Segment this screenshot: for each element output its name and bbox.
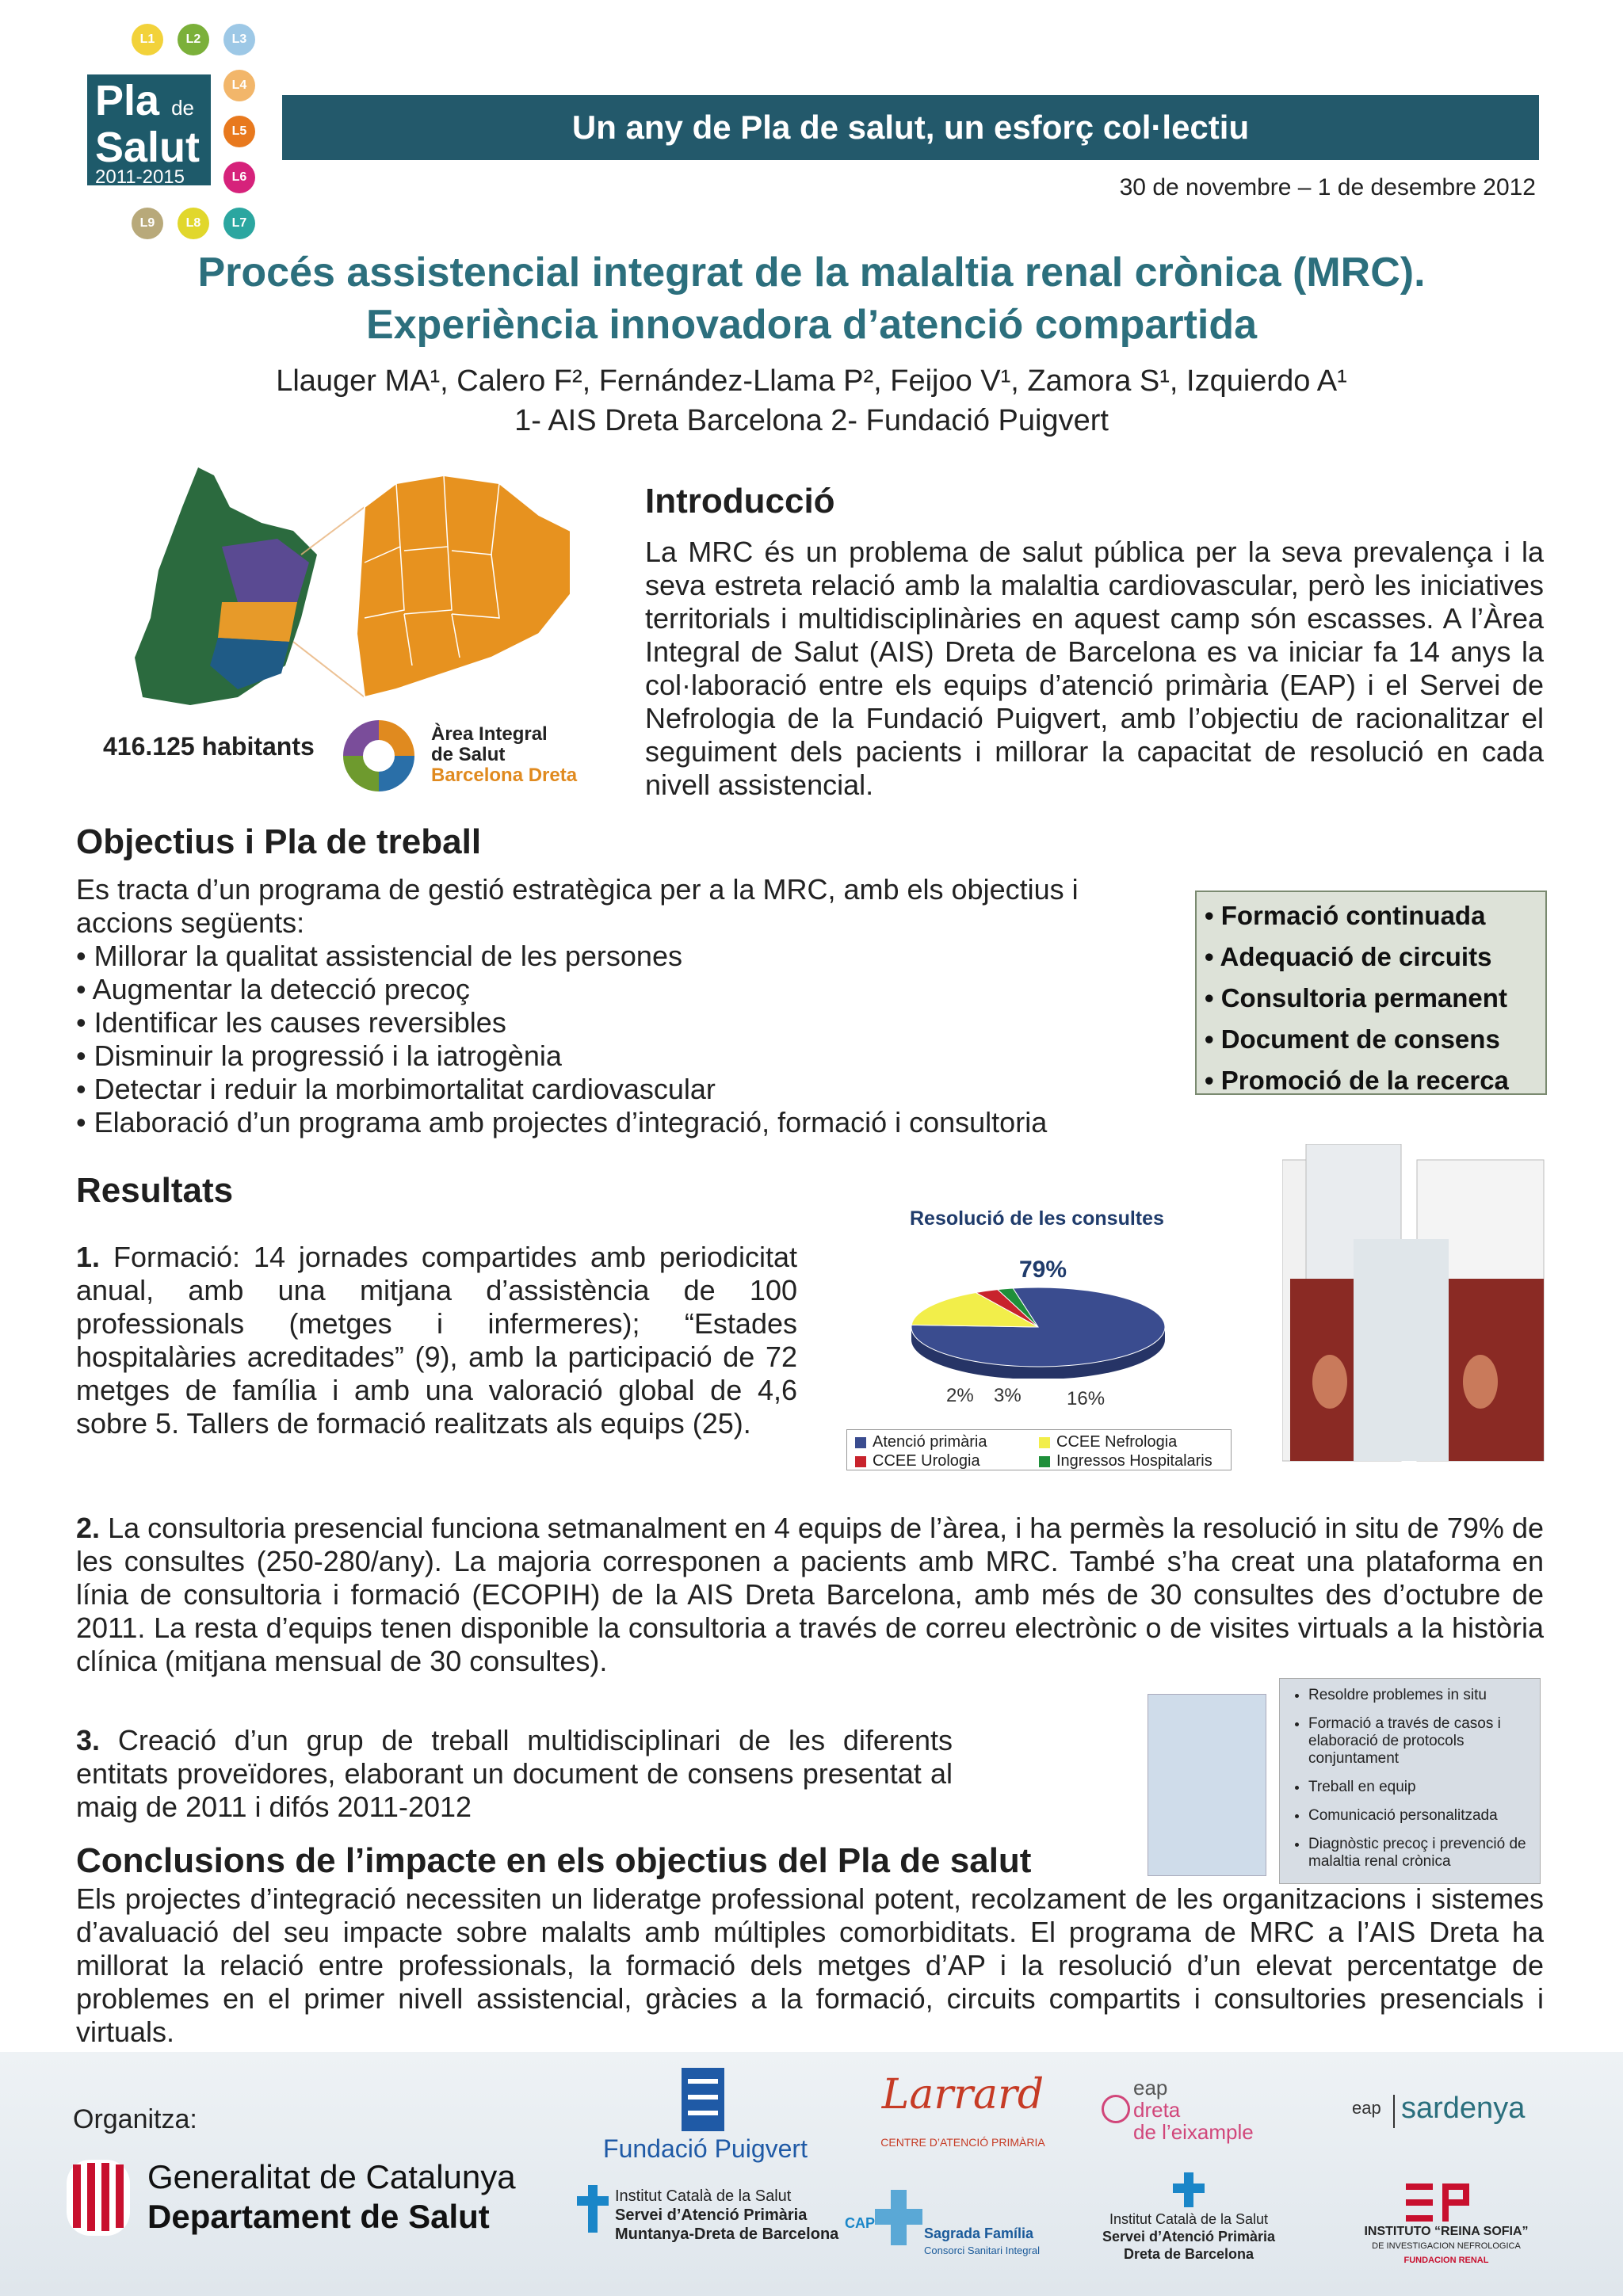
organitza-label: Organitza:	[73, 2104, 197, 2134]
ais-logo-icon	[339, 716, 418, 795]
gencat-department: Departament de Salut	[147, 2198, 490, 2235]
puigvert-logo-icon	[682, 2068, 724, 2131]
sardenya-divider	[1393, 2095, 1395, 2128]
legend-swatch	[1039, 1437, 1050, 1448]
legend-label: CCEE Nefrologia	[1056, 1433, 1178, 1451]
ics-cross-icon-2	[1173, 2172, 1205, 2207]
pie-chart	[903, 1283, 1173, 1379]
ics-muntanya-c: Muntanya-Dreta de Barcelona	[615, 2225, 839, 2243]
legend-label: Atenció primària	[873, 1433, 987, 1451]
results-p2	[76, 1512, 1544, 1678]
ics-dreta-b: Servei d’Atenció Primària	[1102, 2229, 1276, 2245]
larrard-logo: Larrard	[881, 2071, 1044, 2119]
eap-dreta-a: eap	[1133, 2076, 1168, 2100]
population-label: 416.125 habitants	[103, 732, 315, 761]
poster-title-line1: Procés assistencial integrat de la malaltia renal crònica (MRC).	[197, 250, 1426, 296]
eap-dreta-logo-icon	[1102, 2095, 1130, 2123]
legend-swatch	[855, 1456, 866, 1467]
dreta-zoomed-shape	[357, 475, 571, 697]
puigvert-name: Fundació Puigvert	[603, 2134, 808, 2163]
objectives-intro: Es tracta d’un programa de gestió estratègica per a la MRC, amb els objectius i accions següents:	[76, 873, 1079, 939]
intro-text: La MRC és un problema de salut pública per la seva prevalença i la seva estreta relació amb la malaltia cardiovascular, però les iniciatives territorials i multidisciplinàries en aquest camp són escasses. A l’Àrea Integral de Salut (AIS) Dreta de Barcelona es va iniciar fa 14 anys la col·laboració entre els equips d’atenció primària (EAP) i el Servei de Nefrologia de la Fundació Puigvert, amb l’objectiu de racionalitzar el seguiment dels pacients i millorar la capacitat de resolució en cada nivell assistencial.	[645, 536, 1544, 801]
logo-salut: Salut	[95, 124, 200, 171]
benefit-item: • Resoldre problemes in situ	[1308, 1687, 1529, 1704]
logo-pla: Pla	[95, 77, 160, 124]
logo-dot-l2: L2	[178, 24, 209, 55]
gencat-name: Generalitat de Catalunya	[147, 2158, 516, 2195]
ais-logo-text	[431, 724, 577, 786]
chart-legend	[846, 1429, 1232, 1470]
affiliations: 1- AIS Dreta Barcelona 2- Fundació Puigvert	[514, 404, 1109, 437]
eap-dreta-c: de l’eixample	[1133, 2120, 1254, 2144]
benefit-item: • Diagnòstic precoç i prevenció de malaltia renal crònica	[1308, 1836, 1529, 1871]
results-p1	[76, 1241, 797, 1440]
conference-date: 30 de novembre – 1 de desembre 2012	[1119, 174, 1536, 200]
cap-label: CAP	[845, 2215, 876, 2231]
pie-label-0: 79%	[1019, 1257, 1067, 1283]
logo-dot-l7: L7	[223, 208, 255, 239]
sardenya-name: sardenya	[1401, 2092, 1526, 2125]
benefit-item: • Formació a través de casos i elaboració de protocols conjuntament	[1308, 1715, 1529, 1768]
action-item: • Consultoria permanent	[1205, 983, 1507, 1013]
objectives-heading: Objectius i Pla de treball	[76, 822, 482, 861]
consensus-document-image	[1148, 1694, 1266, 1876]
reina-sofia-a: INSTITUTO “REINA SOFIA”	[1364, 2225, 1529, 2238]
legend-label: Ingressos Hospitalaris	[1056, 1452, 1212, 1470]
ais-line1: Àrea Integral	[431, 723, 548, 745]
legend-item-2	[855, 1452, 980, 1470]
benefit-item: • Treball en equip	[1308, 1779, 1529, 1796]
district-orange	[218, 602, 297, 642]
results-p3-text: Creació d’un grup de treball multidisciplinari de les diferents entitats proveïdores, elaborant un document de consens presentat al maig de 2011 i difós 2011-2012	[76, 1724, 953, 1823]
conclusions-heading: Conclusions de l’impacte en els objectius del Pla de salut	[76, 1841, 1032, 1880]
results-p3-num: 3.	[76, 1724, 101, 1756]
legend-label: CCEE Urologia	[873, 1452, 980, 1470]
legend-swatch	[1039, 1456, 1050, 1467]
conclusions-text: Els projectes d’integració necessiten un lideratge professional potent, recolzament de les organitzacions i sistemes d’avaluació del seu impacte sobre malalts amb múltiples comorbiditats. El programa de MRC a l’AIS Dreta ha millorat la relació entre professionals, la formació dels metges d’AP i la resolució d’un elevat percentatge de problemes en el primer nivell assistencial, gràcies a la formació, circuits compartits i consultories presencials i virtuals.	[76, 1882, 1544, 2048]
logo-de: de	[171, 96, 194, 120]
actions-box	[1195, 891, 1547, 1095]
objective-item: • Elaboració d’un programa amb projectes d’integració, formació i consultoria	[76, 1106, 1048, 1138]
objective-item: • Detectar i reduir la morbimortalitat cardiovascular	[76, 1073, 716, 1105]
logo-box	[87, 74, 211, 188]
logo-dot-l6: L6	[223, 162, 255, 193]
conference-banner: Un any de Pla de salut, un esforç col·lectiu	[282, 95, 1539, 160]
ics-dreta-text	[1094, 2210, 1284, 2263]
results-p2-num: 2.	[76, 1512, 101, 1544]
ics-dreta-c: Dreta de Barcelona	[1123, 2246, 1254, 2262]
chart-title: Resolució de les consultes	[910, 1207, 1164, 1230]
results-p1-num: 1.	[76, 1241, 101, 1273]
logo-dot-l1: L1	[132, 24, 163, 55]
objectives-body	[76, 873, 1174, 1139]
sagrada-b: Consorci Sanitari Integral	[924, 2245, 1040, 2256]
logo-dot-l4: L4	[223, 70, 255, 101]
ics-muntanya-b: Servei d’Atenció Primària	[615, 2206, 808, 2224]
sagrada-familia-logo-icon	[875, 2190, 922, 2245]
results-p2-text: La consultoria presencial funciona setmanalment en 4 equips de l’àrea, i ha permès la resolució in situ de 79% de les consultes (250-280/any). La majoria corresponen a pacients amb MRC. També s’ha creat una plataforma en línia de consultoria i formació (ECOPIH) de la AIS Dreta Barcelona, amb més de 30 consultes des d’octubre de 2011. La resta d’equips tenen disponible la consultoria a través de correu electrònic o de visites virtuals a la història clínica (mitjana mensual de 30 consultes).	[76, 1512, 1544, 1677]
eap-dreta-b: dreta	[1133, 2098, 1181, 2122]
ics-dreta-a: Institut Català de la Salut	[1109, 2211, 1269, 2227]
pie-label-2: 3%	[994, 1385, 1022, 1406]
sardenya-eap: eap	[1352, 2098, 1381, 2118]
ics-muntanya-text	[615, 2187, 838, 2244]
generalitat-logo-icon	[67, 2160, 130, 2236]
sagrada-a: Sagrada Família	[924, 2225, 1034, 2241]
intro-heading: Introducció	[645, 482, 835, 521]
pie-label-1: 16%	[1067, 1388, 1106, 1409]
logo-dot-l3: L3	[223, 24, 255, 55]
ics-muntanya-a: Institut Català de la Salut	[615, 2187, 792, 2205]
logo-dot-l8: L8	[178, 208, 209, 239]
action-item: • Promoció de la recerca	[1205, 1066, 1509, 1095]
legend-item-3	[1039, 1452, 1212, 1470]
jornada-covers-image	[1282, 1144, 1552, 1477]
action-item: • Formació continuada	[1205, 901, 1486, 930]
reina-sofia-logo-icon	[1406, 2183, 1477, 2222]
barcelona-map	[127, 460, 586, 713]
pie-label-3: 2%	[946, 1385, 974, 1406]
results-heading: Resultats	[76, 1171, 234, 1210]
results-p1-text: Formació: 14 jornades compartides amb periodicitat anual, amb una mitjana d’assistència de 100 professionals (metges i infermeres); “Estades hospitalàries acreditades” (9), amb la participació de 72 metges de família i amb una valoració global de 4,6 sobre 5. Tallers de formació realitzats als equips (25).	[76, 1241, 797, 1440]
ais-line3: Barcelona Dreta	[431, 765, 578, 786]
objective-item: • Millorar la qualitat assistencial de les persones	[76, 940, 682, 972]
ais-line2: de Salut	[431, 744, 506, 765]
action-item: • Adequació de circuits	[1205, 942, 1492, 971]
logo-years: 2011-2015	[95, 166, 185, 188]
objectives-list	[76, 940, 1174, 1139]
larrard-subtitle: CENTRE D’ATENCIÓ PRIMÀRIA	[880, 2136, 1045, 2149]
consultoria-benefits-box	[1279, 1678, 1541, 1884]
objective-item: • Disminuir la progressió i la iatrogènia	[76, 1039, 562, 1072]
legend-swatch	[855, 1437, 866, 1448]
reina-sofia-c: FUNDACION RENAL	[1403, 2256, 1489, 2265]
authors: Llauger MA¹, Calero F², Fernández-Llama P², Feijoo V¹, Zamora S¹, Izquierdo A¹	[276, 364, 1347, 398]
objective-item: • Identificar les causes reversibles	[76, 1006, 506, 1039]
legend-item-1	[1039, 1433, 1177, 1451]
ics-cross-icon-1	[577, 2185, 609, 2233]
reina-sofia-text	[1347, 2225, 1545, 2267]
logo-dot-l5: L5	[223, 116, 255, 147]
sagrada-familia-text	[924, 2225, 1040, 2260]
logo-dot-l9: L9	[132, 208, 163, 239]
action-item: • Document de consens	[1205, 1024, 1500, 1054]
results-p3	[76, 1724, 953, 1824]
legend-item-0	[855, 1433, 987, 1451]
objective-item: • Augmentar la detecció precoç	[76, 973, 470, 1005]
reina-sofia-b: DE INVESTIGACION NEFROLOGICA	[1372, 2241, 1521, 2251]
poster-title-line2: Experiència innovadora d’atenció compartida	[365, 302, 1258, 348]
benefit-item: • Comunicació personalitzada	[1308, 1807, 1529, 1825]
